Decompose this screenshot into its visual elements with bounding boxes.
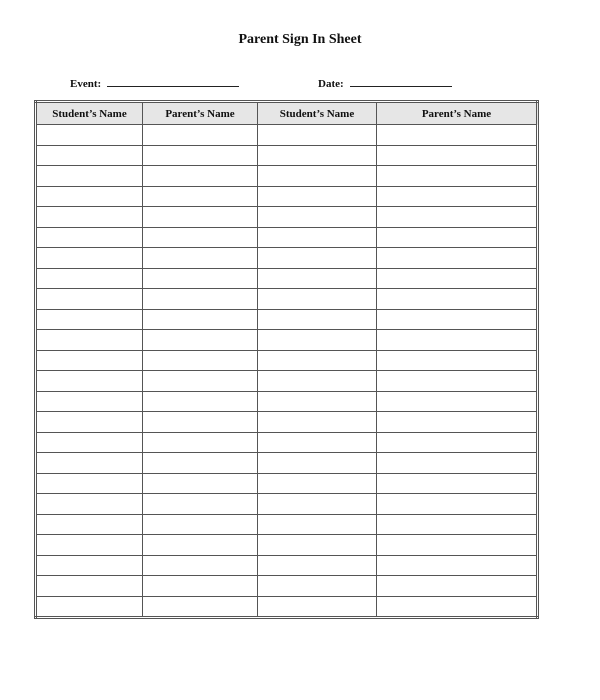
table-cell[interactable] [36, 576, 143, 597]
table-row [36, 309, 538, 330]
table-cell[interactable] [377, 453, 538, 474]
table-row [36, 207, 538, 228]
table-cell[interactable] [143, 453, 258, 474]
table-cell[interactable] [36, 207, 143, 228]
table-cell[interactable] [143, 330, 258, 351]
event-label: Event: [70, 78, 102, 90]
table-row [36, 289, 538, 310]
table-cell[interactable] [143, 289, 258, 310]
table-cell[interactable] [258, 432, 377, 453]
table-cell[interactable] [36, 289, 143, 310]
table-cell[interactable] [36, 514, 143, 535]
table-cell[interactable] [377, 309, 538, 330]
table-cell[interactable] [377, 494, 538, 515]
table-cell[interactable] [143, 145, 258, 166]
table-row [36, 145, 538, 166]
table-cell[interactable] [36, 268, 143, 289]
table-cell[interactable] [377, 576, 538, 597]
table-cell[interactable] [377, 432, 538, 453]
table-cell[interactable] [143, 576, 258, 597]
table-cell[interactable] [143, 494, 258, 515]
table-cell[interactable] [36, 412, 143, 433]
date-input[interactable] [350, 75, 452, 87]
table-cell[interactable] [143, 309, 258, 330]
table-row [36, 125, 538, 146]
table-cell[interactable] [143, 535, 258, 556]
table-cell[interactable] [377, 145, 538, 166]
table-cell[interactable] [258, 207, 377, 228]
page-title: Parent Sign In Sheet [238, 32, 362, 47]
table-cell[interactable] [377, 268, 538, 289]
table-cell[interactable] [143, 412, 258, 433]
table-cell[interactable] [258, 186, 377, 207]
table-cell[interactable] [377, 289, 538, 310]
table-cell[interactable] [258, 145, 377, 166]
table-cell[interactable] [36, 371, 143, 392]
table-row [36, 391, 538, 412]
table-cell[interactable] [258, 494, 377, 515]
table-cell[interactable] [143, 350, 258, 371]
table-row [36, 494, 538, 515]
table-cell[interactable] [258, 514, 377, 535]
table-cell[interactable] [258, 453, 377, 474]
table-cell[interactable] [143, 555, 258, 576]
table-cell[interactable] [377, 186, 538, 207]
table-cell[interactable] [258, 535, 377, 556]
table-row [36, 350, 538, 371]
table-cell[interactable] [377, 391, 538, 412]
table-cell[interactable] [36, 535, 143, 556]
table-row [36, 248, 538, 269]
table-cell[interactable] [258, 227, 377, 248]
table-cell[interactable] [36, 227, 143, 248]
table-cell[interactable] [377, 330, 538, 351]
table-cell[interactable] [36, 555, 143, 576]
table-cell[interactable] [143, 268, 258, 289]
table-row [36, 268, 538, 289]
table-cell[interactable] [258, 412, 377, 433]
table-cell[interactable] [377, 227, 538, 248]
table-cell[interactable] [143, 596, 258, 618]
table-row [36, 432, 538, 453]
table-row [36, 412, 538, 433]
table-cell[interactable] [143, 207, 258, 228]
table-cell[interactable] [377, 514, 538, 535]
table-cell[interactable] [36, 248, 143, 269]
table-cell[interactable] [36, 166, 143, 187]
table-cell[interactable] [36, 453, 143, 474]
table-cell[interactable] [258, 125, 377, 146]
table-cell[interactable] [143, 227, 258, 248]
table-cell[interactable] [258, 166, 377, 187]
table-cell[interactable] [377, 412, 538, 433]
table-cell[interactable] [143, 514, 258, 535]
table-cell[interactable] [377, 473, 538, 494]
table-row [36, 555, 538, 576]
table-cell[interactable] [377, 248, 538, 269]
table-cell[interactable] [258, 309, 377, 330]
table-cell[interactable] [36, 145, 143, 166]
table-cell[interactable] [36, 473, 143, 494]
table-cell[interactable] [36, 432, 143, 453]
table-row [36, 576, 538, 597]
table-cell[interactable] [377, 207, 538, 228]
table-cell[interactable] [377, 371, 538, 392]
table-row [36, 453, 538, 474]
header-parent-name-1: Parent’s Name [143, 102, 258, 125]
table-cell[interactable] [36, 330, 143, 351]
table-cell[interactable] [36, 125, 143, 146]
event-field [70, 75, 239, 90]
table-row [36, 166, 538, 187]
header-student-name-1: Student’s Name [36, 102, 143, 125]
table-cell[interactable] [258, 371, 377, 392]
table-cell[interactable] [258, 268, 377, 289]
table-cell[interactable] [377, 125, 538, 146]
table-row [36, 227, 538, 248]
table-cell[interactable] [143, 371, 258, 392]
table-row [36, 473, 538, 494]
header-student-name-2: Student’s Name [258, 102, 377, 125]
table-cell[interactable] [36, 309, 143, 330]
table-cell[interactable] [143, 186, 258, 207]
event-input[interactable] [107, 75, 239, 87]
table-cell[interactable] [377, 535, 538, 556]
table-cell[interactable] [377, 555, 538, 576]
table-cell[interactable] [143, 473, 258, 494]
table-row [36, 535, 538, 556]
table-cell[interactable] [258, 576, 377, 597]
table-cell[interactable] [258, 330, 377, 351]
table-cell[interactable] [36, 350, 143, 371]
table-cell[interactable] [258, 289, 377, 310]
table-cell[interactable] [258, 248, 377, 269]
date-label: Date: [318, 78, 344, 90]
table-cell[interactable] [258, 350, 377, 371]
table-cell[interactable] [377, 596, 538, 618]
table-cell[interactable] [36, 391, 143, 412]
table-cell[interactable] [143, 125, 258, 146]
table-cell[interactable] [36, 186, 143, 207]
table-cell[interactable] [258, 555, 377, 576]
table-cell[interactable] [258, 473, 377, 494]
sign-in-table [34, 100, 539, 619]
table-cell[interactable] [258, 391, 377, 412]
table-cell[interactable] [258, 596, 377, 618]
table-cell[interactable] [143, 432, 258, 453]
table-cell[interactable] [377, 350, 538, 371]
table-row [36, 186, 538, 207]
table-header-row [36, 102, 538, 125]
table-cell[interactable] [143, 391, 258, 412]
table-row [36, 596, 538, 618]
table-row [36, 330, 538, 351]
table-cell[interactable] [143, 166, 258, 187]
table-cell[interactable] [36, 494, 143, 515]
table-cell[interactable] [377, 166, 538, 187]
date-field [318, 75, 452, 90]
header-parent-name-2: Parent’s Name [377, 102, 538, 125]
table-cell[interactable] [143, 248, 258, 269]
table-row [36, 514, 538, 535]
table-row [36, 371, 538, 392]
table-cell[interactable] [36, 596, 143, 618]
